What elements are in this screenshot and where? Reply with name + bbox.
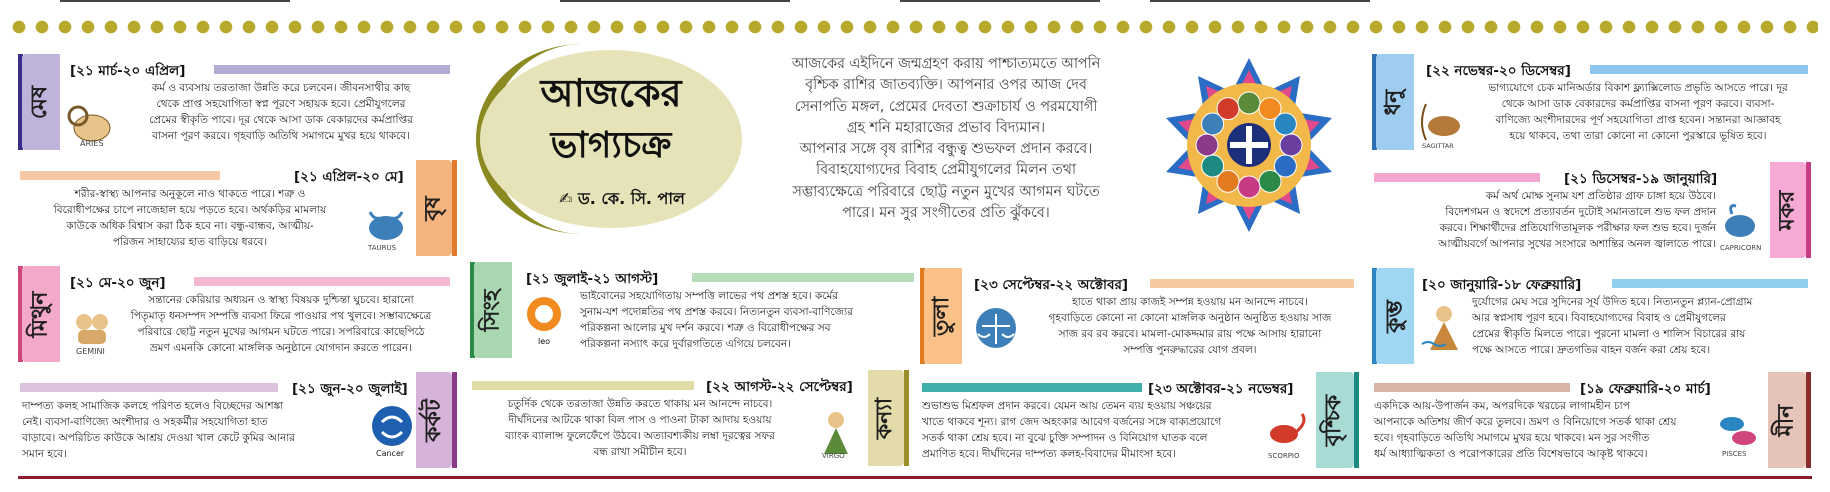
page-title-line1: আজকের	[540, 70, 682, 115]
libra-scales-icon	[968, 300, 1024, 356]
makar-name: মকর	[1773, 190, 1800, 230]
kanya-tab	[868, 370, 904, 466]
wheel-sign-dot	[1274, 113, 1296, 135]
svg-text:SAGITTAR: SAGITTAR	[1422, 142, 1454, 150]
card-mithun	[18, 266, 458, 366]
meen-bar	[1374, 383, 1570, 392]
card-kumbha	[1372, 268, 1812, 368]
kumbha-name: কুম্ভ	[1380, 299, 1407, 333]
meen-dates: [১৯ ফেব্রুয়ারি-২০ মার্চ]	[1580, 381, 1711, 397]
makar-dates: [২১ ডিসেম্বর-১৯ জানুয়ারি]	[1564, 171, 1718, 187]
kanya-text: চতুর্দিক থেকে তরতাজা উন্নতি করতে থাকায় মন আনন্দে নাচবে। দীর্ঘদিনের আটকে থাকা বিল পাস ও পাওনা টাকা আদায় হওয়ায় ব্যাংক ব্যালান্স ফুলেফেঁপে উঠবে। অত্যাবশ্যকীয় লম্বা দূরত্বের সফর বন্ধ রাখা সমীচীন হবে।	[505, 398, 775, 458]
meen-tab	[1768, 372, 1806, 468]
mesh-text: কর্ম ও ব্যবসায় তরতাজা উন্নতি করে চলবেন। জীবনসাথীর কাছ থেকে প্রাপ্ত সহযোগিতা স্বপ্ন পূরণে সহায়ক হবে। প্রেমীযুগলের প্রেমের স্বীকৃতি পাবে। দূর থেকে আসা ডাক বেকারদের কর্মপ্রাপ্তির বাসনা পূরণ করবে। গৃহবাড়ি অতিথি সমাগমে মুখর হয়ে থাকবে।	[149, 82, 413, 142]
kumbha-tab	[1376, 268, 1414, 364]
dhanu-name: ধনু	[1380, 89, 1407, 115]
card-karkat	[18, 372, 458, 472]
karkat-text: দাম্পত্য কলহ সামাজিক কলহে পরিণত হলেও বিচ্ছেদের আশঙ্কা নেই। ব্যবসা-বাণিজ্যে অংশীদার ও সহকর্মীর সহযোগিতা হাত বাড়াবে। অপরিচিত কাউকে আশ্রয় দেওয়া খাল কেটে কুমির আনার সমান হবে।	[22, 400, 296, 460]
karkat-stripe	[452, 372, 457, 468]
mesh-name: মেষ	[26, 85, 53, 119]
wheel-sign-dot	[1202, 155, 1224, 177]
dhanu-dates: [২২ নভেম্বর-২০ ডিসেম্বর]	[1426, 63, 1571, 79]
kanya-name: কন্যা	[871, 397, 898, 439]
tula-text: হাতে থাকা প্রায় কাজই সম্পন্ন হওয়ায় মন আনন্দে নাচবে। গৃহবাড়িতে কোনো না কোনো মাঙ্গলিক অনুষ্ঠান অনুষ্ঠিত হওয়ায় সাজ সাজ রব রব করবে। মামলা-মোকদ্দমার রায় পক্ষে আসায় হারানো সম্পত্তি পুনরুদ্ধারের যোগ প্রবল।	[1048, 296, 1332, 356]
makar-tab	[1770, 162, 1806, 258]
tula-dates: [২৩ সেপ্টেম্বর-২২ অক্টোবর]	[974, 277, 1129, 293]
cancer-crab-icon	[366, 402, 422, 458]
wheel-sign-dot	[1217, 98, 1239, 120]
svg-text:TAURUS: TAURUS	[368, 244, 397, 252]
dotted-border	[12, 20, 1818, 34]
cancer-caption: Cancer	[376, 449, 405, 458]
karkat-dates: [২১ জুন-২০ জুলাই]	[292, 381, 408, 397]
brishchik-bar	[922, 383, 1142, 392]
singha-name: সিংহ	[478, 289, 505, 331]
mesh-tab	[22, 54, 60, 150]
bottom-rule	[18, 476, 1812, 479]
karkat-name: কর্কট	[419, 398, 446, 442]
mesh-bar	[214, 65, 450, 74]
dhanu-bar	[1590, 65, 1808, 74]
kumbha-text: দুর্যোগের মেঘ সরে সুদিনের সূর্য উদিত হবে। নিত্যনতুন প্ল্যান-প্রোগ্রাম আর স্বপ্নসাধ পূরণ হবে। বিবাহযোগ্যদের বিবাহ ও প্রেমীযুগলের প্রেমের স্বীকৃতি মিলতে পারে। পুরনো মামলা ও শালিস বিচারের রায় পক্ষে আসতে পারে। দ্রুতগতির বাহন বর্জন করা শ্রেয় হবে।	[1472, 296, 1753, 356]
makar-text: কর্ম অর্থ মোক্ষ সুনাম যশ প্রতিষ্ঠার গ্রাফ চাঙ্গা হয়ে উঠবে। বিদেশগমন ও স্বদেশে প্রত্যাবর্তন দুটোই সমানতালে শুভ ফল প্রদান করবে। শিক্ষার্থীদের প্রতিযোগিতামূলক পরীক্ষার ফল শুভ হবে। দুর্জন আত্মীয়বর্গে আপনার সুখের সংসারে অশান্তির অনল জ্বালাতে পারে।	[1438, 190, 1716, 250]
birthday-text: আজকের এইদিনে জন্মগ্রহণ করায় পাশ্চাত্যমতে আপনি বৃশ্চিক রাশির জাতব্যক্তি। আপনার ওপর আজ দেব সেনাপতি মঙ্গল, প্রেমের দেবতা শুক্রাচার্য ও পরমযোগী গ্রহ শনি মহারাজের প্রভাব বিদ্যমান। আপনার সঙ্গে বৃষ রাশির বন্ধুত্ব শুভফল প্রদান করবে। বিবাহযোগ্যদের বিবাহ প্রেমীযুগলের মিলন তথা সম্ভাব্যক্ষেত্রে পরিবারে ছোট্ট নতুন মুখের আগমন ঘটতে পারে। মন সুর সংগীতের প্রতি ঝুঁকবে।	[791, 56, 1101, 222]
brishchik-stripe	[1354, 372, 1359, 468]
taurus-bull-icon	[358, 196, 414, 252]
svg-text:VIRGO: VIRGO	[822, 452, 845, 460]
tula-name: তুলা	[928, 296, 955, 336]
mesh-dates: [২১ মার্চ-২০ এপ্রিল]	[70, 63, 186, 79]
singha-text: ভাইবোনের সহযোগিতায় সম্পত্তি লাভের পথ প্রশস্ত হবে। কর্মের সুনাম-যশ পদোন্নতির পথ প্রশস্ত করবে। নিত্যনতুন ব্যবসা-বাণিজ্যের পরিকল্পনা আলোর মুখ দর্শন করবে। শত্রু ও বিরোধীপক্ষের সব পরিকল্পনা নস্যাৎ করে দুর্বারগতিতে এগিয়ে চলবেন।	[580, 290, 853, 350]
kanya-dates: [২২ আগস্ট-২২ সেপ্টেম্বর]	[706, 379, 853, 395]
mithun-dates: [২১ মে-২০ জুন]	[70, 275, 166, 291]
wheel-sign-dot	[1280, 134, 1302, 156]
virgo-maiden-icon	[808, 404, 864, 460]
brish-dates: [২১ এপ্রিল-২০ মে]	[294, 169, 404, 185]
brishchik-dates: [২৩ অক্টোবর-২১ নভেম্বর]	[1148, 381, 1294, 397]
card-singha	[470, 262, 920, 362]
sagittarius-archer-icon	[1414, 94, 1470, 150]
leo-caption: leo	[538, 337, 551, 346]
brishchik-name: বৃশ্চিক	[1320, 394, 1347, 446]
singha-dates: [২১ জুলাই-২১ আগস্ট]	[526, 271, 659, 287]
zodiac-wheel-icon	[1160, 56, 1338, 234]
brishchik-tab	[1316, 372, 1354, 468]
makar-stripe	[1806, 162, 1811, 258]
svg-text:ARIES: ARIES	[80, 139, 104, 148]
top-rule	[0, 0, 1830, 6]
svg-text:PISCES: PISCES	[1722, 450, 1747, 458]
aquarius-water-bearer-icon	[1416, 300, 1472, 356]
singha-bar	[692, 273, 914, 282]
author-byline: ✍ ড. কে. সি. পাল	[559, 189, 685, 208]
capricorn-goat-icon	[1714, 198, 1770, 254]
meen-stripe	[1806, 372, 1811, 468]
card-makar	[1372, 162, 1812, 262]
meen-name: মীন	[1772, 404, 1799, 436]
wheel-sign-dot	[1238, 176, 1260, 198]
brish-stripe	[452, 160, 457, 256]
karkat-bar	[20, 383, 278, 392]
pisces-fish-icon	[1710, 402, 1766, 458]
card-brishchik	[920, 372, 1360, 472]
card-mesh	[18, 54, 458, 154]
kumbha-bar	[1612, 279, 1808, 288]
brish-name: বৃষ	[419, 195, 446, 221]
brish-tab	[416, 160, 452, 256]
dhanu-text: ভাগ্যযোগে চেক মানিঅর্ডার বিকাশ ফ্ল্যাক্সিলোড প্রভৃতি আসতে পারে। দূর থেকে আসা ডাক বেকারদের কর্মপ্রাপ্তির বাসনা পূরণ করবে। ব্যবসা- বাণিজ্যে অংশীদারদের পূর্ণ সহযোগিতা প্রাপ্ত হবেন। সন্তানরা আজ্ঞাবহ হয়ে থাকবে, তথা তারা কোনো না কোনো পুরস্কারে ভূষিত হবে।	[1488, 82, 1788, 142]
brishchik-text: শুভাশুভ মিশ্রফল প্রদান করবে। যেমন আয় তেমন ব্যয় হওয়ায় সঞ্চয়ের খাতে থাকবে শূন্য। রাগ জেদ অহংকার আবেগ বর্জনের সঙ্গে বাক্যপ্রয়োগে সতর্ক থাকা শ্রেয় হবে। না বুঝে চুক্তি সম্পাদন ও বিনিয়োগ ঘাতক বলে প্রমাণিত হবে। দীর্ঘদিনের দাম্পত্য কলহ-বিবাদের মীমাংসা হবে।	[922, 400, 1222, 460]
scorpio-scorpion-icon	[1258, 406, 1314, 462]
mithun-name: মিথুন	[26, 291, 53, 337]
kanya-stripe	[904, 370, 909, 466]
kumbha-dates: [২০ জানুয়ারি-১৮ ফেব্রুয়ারি]	[1422, 277, 1582, 293]
mithun-tab	[22, 266, 60, 362]
meen-text: একদিকে আয়-উপার্জন কম, অপরদিকে খরচের লাগামহীন চাপ আপনাকে অতিশয় জীর্ণ করে তুলবে। ভ্রমণ ও বিনিয়োগে সতর্ক থাকা শ্রেয় হবে। গৃহবাড়িতে অতিথি সমাগমে মুখর হয়ে থাকবে। মন সুর সংগীত ধর্ম আধ্যাত্মিকতা ও পরোপকারের প্রতি বিশেষভাবে আকৃষ্ট থাকবে।	[1374, 400, 1677, 460]
card-kanya	[470, 370, 910, 470]
svg-text:GEMINI: GEMINI	[76, 347, 105, 356]
dhanu-tab	[1376, 54, 1414, 150]
svg-text:CAPRICORN: CAPRICORN	[1720, 244, 1762, 252]
card-brish	[18, 160, 458, 260]
tula-bar	[1150, 279, 1354, 288]
mithun-bar	[194, 277, 450, 286]
leo-lion-icon	[518, 292, 574, 348]
card-tula	[920, 268, 1360, 368]
tula-tab	[924, 268, 962, 364]
wheel-sign-dot	[1196, 134, 1218, 156]
brish-text: শরীর-স্বাস্থ্য আপনার অনুকূলে নাও থাকতে পারে। শত্রু ও বিরোধীপক্ষের চাপে নাজেহাল হয়ে পড়তে হবে। অর্থকড়ির মামলায় কাউকে অধিক বিশ্বাস করা ঠিক হবে না। বন্ধু-বান্ধব, আত্মীয়- পরিজন সাহায্যের হাত বাড়িয়ে ধরবে।	[53, 188, 327, 248]
wheel-sign-dot	[1259, 170, 1281, 192]
card-dhanu	[1372, 54, 1812, 154]
mithun-text: সন্তানের কেরিয়ার অধ্যয়ন ও স্বাস্থ্য বিষয়ক দুশ্চিন্তা ঘুচবে। হারানো পিতৃমাতৃ ধনসম্পদ সম্পত্তি ব্যবসা ফিরে পাওয়ার পথ খুলবে। সম্ভাব্যক্ষেত্রে পরিবারে ছোট্ট নতুন মুখের আগমন ঘটতে পারে। সপরিবারে কাছেপিঠে ভ্রমণ এমনকি কোনো মাঙ্গলিক অনুষ্ঠানে যোগদান করতে পারেন।	[130, 294, 432, 354]
card-meen	[1372, 372, 1812, 472]
page-title-line2: ভাগ্যচক্র	[550, 124, 672, 166]
makar-bar	[1374, 173, 1540, 182]
singha-tab	[474, 262, 512, 358]
brish-bar	[20, 171, 220, 180]
kanya-bar	[472, 381, 694, 390]
svg-text:SCORPIO: SCORPIO	[1268, 452, 1300, 460]
wheel-sign-dot	[1238, 92, 1260, 114]
